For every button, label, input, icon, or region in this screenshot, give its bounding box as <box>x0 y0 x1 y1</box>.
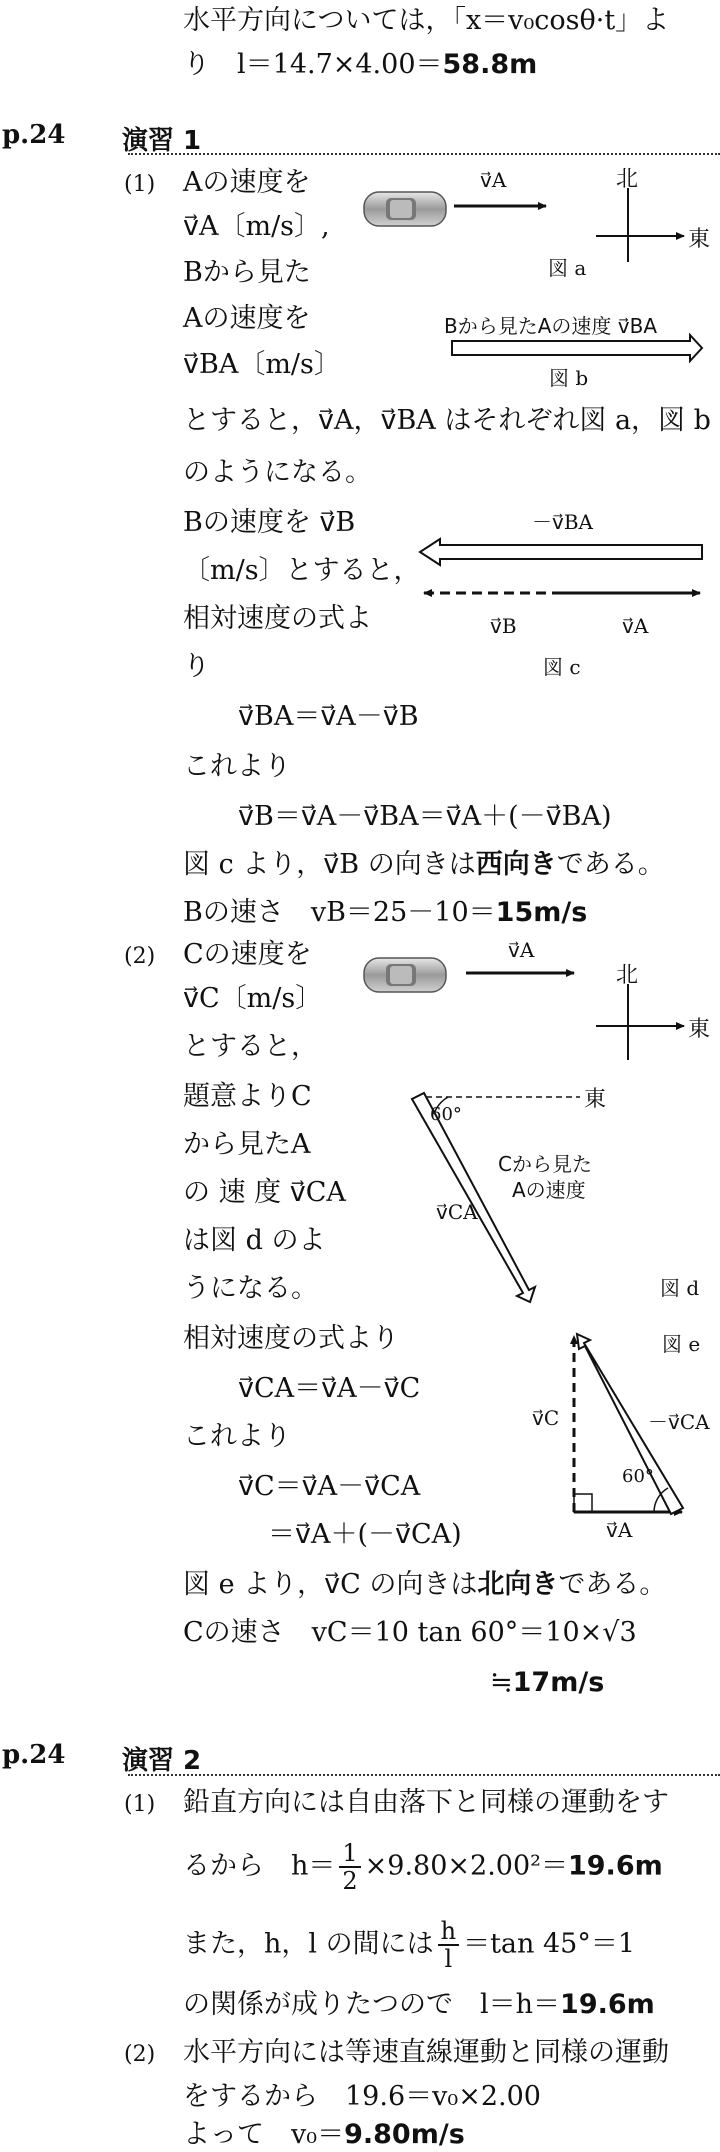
s1p1-line-12: これより <box>183 751 291 782</box>
s1p2-line-13 <box>490 1666 604 1700</box>
s2p1-distance-answer: 19.6m <box>560 1989 655 2020</box>
fig-e-angle: 60° <box>622 1466 654 1487</box>
car-icon-2 <box>364 958 446 992</box>
intro-line-2-text: り l＝14.7×4.00＝ <box>183 49 443 80</box>
fig-c-neg-vba-arrow <box>420 539 702 565</box>
s1p2-line-11-pre: 図 e より，v⃗C の向きは <box>183 1569 478 1600</box>
s1p1-line-14-pre: Bの速さ vB＝25－10＝ <box>183 897 496 928</box>
s1p2-equation-1: v⃗CA＝v⃗A－v⃗C <box>238 1373 421 1404</box>
fig-e-vc-label: v⃗C <box>532 1406 560 1430</box>
s2p1-line-4 <box>183 1988 655 2022</box>
s1p2-line-11-post: である。 <box>558 1569 667 1600</box>
s2p2-line-1: 水平方向には等速直線運動と同様の運動 <box>183 2037 669 2068</box>
s1p1-line-3: Bから見た <box>183 257 311 288</box>
s1p1-line-5: v⃗BA〔m/s〕 <box>183 349 341 380</box>
s1p1-line-13-post: である。 <box>556 849 665 880</box>
s1p1-speed-answer: 15m/s <box>495 897 588 928</box>
fig-c-va-label: v⃗A <box>622 614 649 638</box>
s1p2-line-4: 題意よりC <box>183 1081 312 1112</box>
s1p2-speed-answer: 17m/s <box>512 1667 605 1698</box>
fig-e-va-label: v⃗A <box>606 1518 633 1542</box>
s2p1-line-3-pre: また，h，l の間には <box>183 1928 434 1960</box>
s2p2-line-3-pre: よって v₀＝ <box>183 2119 345 2150</box>
s1p2-line-7: は図 d のよ <box>183 1225 326 1256</box>
fig-a-east: 東 <box>688 227 711 252</box>
s1p2-line-10: これより <box>183 1421 291 1452</box>
s1p1-line-10: 相対速度の式よ <box>183 603 372 634</box>
s1p2-equation-3: ＝v⃗A＋(－v⃗CA) <box>268 1519 462 1550</box>
fig-d-angle: 60° <box>430 1104 462 1125</box>
s1p2-line-9: 相対速度の式より <box>183 1323 399 1354</box>
s1p2-line-2: v⃗C〔m/s〕 <box>183 983 323 1014</box>
s1p1-equation-1: v⃗BA＝v⃗A－v⃗B <box>238 701 419 732</box>
fraction-h-over-l <box>438 1918 459 1972</box>
fig-d-caption: 図 d <box>660 1276 700 1300</box>
compass-icon <box>596 188 684 262</box>
s1p1-line-7: のようになる。 <box>183 457 372 488</box>
fig-d-east: 東 <box>584 1087 607 1112</box>
intro-answer: 58.8m <box>442 49 538 80</box>
fig-d-desc-2: Aの速度 <box>512 1178 586 1202</box>
s1p1-equation-2: v⃗B＝v⃗A－v⃗BA＝v⃗A＋(－v⃗BA) <box>238 801 612 832</box>
s1p1-line-4: Aの速度を <box>183 303 311 334</box>
s1p1-line-9: 〔m/s〕とすると， <box>183 555 421 586</box>
s2p1-height-answer: 19.6m <box>567 1850 663 1882</box>
s2p2-line-3 <box>183 2118 465 2152</box>
s2p1-line-3-post: ＝tan 45°＝1 <box>463 1928 636 1960</box>
frac-numerator-h: h <box>438 1918 459 1946</box>
fig-p2-north: 北 <box>616 963 639 988</box>
frac-numerator: 1 <box>339 1840 360 1868</box>
s2p2-velocity-answer: 9.80m/s <box>344 2119 465 2150</box>
s2p1-line-1: 鉛直方向には自由落下と同様の運動をす <box>183 1787 669 1818</box>
section1-heading: 演習 1 <box>122 126 202 156</box>
section2-divider <box>128 1774 720 1776</box>
section1-page-ref: p.24 <box>2 120 66 150</box>
s2p1-line-3 <box>183 1918 635 1972</box>
fig-c-neg-vba-label: －v⃗BA <box>532 510 593 534</box>
s1p2-line-8: うになる。 <box>183 1273 318 1304</box>
s2p2-number: (2) <box>124 2042 156 2067</box>
s1p2-line-12: Cの速さ vC＝10 tan 60°＝10×√3 <box>183 1617 637 1648</box>
section2-heading: 演習 2 <box>122 1746 202 1776</box>
s1p2-number: (2) <box>124 944 156 969</box>
s1p1-line-13-pre: 図 c より，v⃗B の向きは <box>183 849 476 880</box>
fig-e-neg-vca-label: －v⃗CA <box>648 1410 710 1434</box>
fig-a-va-label: v⃗A <box>480 168 507 192</box>
fig-b-caption: 図 b <box>549 366 589 390</box>
s1p2-line-13-pre: ≒ <box>490 1667 513 1698</box>
fig-e-caption: 図 e <box>662 1332 701 1356</box>
s1p2-direction-answer: 北向き <box>477 1569 559 1600</box>
s1p1-line-6: とすると，v⃗A，v⃗BA はそれぞれ図 a，図 b <box>183 405 711 436</box>
s2p1-line-2 <box>183 1840 663 1894</box>
s2p1-line-4-pre: の関係が成りたつので l＝h＝ <box>183 1989 561 2020</box>
s1p1-line-8: Bの速度を v⃗B <box>183 507 356 538</box>
fig-c-vb-label: v⃗B <box>490 614 517 638</box>
s1p2-line-1: Cの速度を <box>183 939 312 970</box>
compass-icon-2 <box>596 984 684 1060</box>
s1p1-line-2: v⃗A〔m/s〕, <box>183 211 330 242</box>
s1p1-number: (1) <box>124 172 156 197</box>
fig-a-caption: 図 a <box>548 256 587 280</box>
s2p1-number: (1) <box>124 1792 156 1817</box>
fig-a-north: 北 <box>616 167 639 192</box>
s1p2-equation-2: v⃗C＝v⃗A－v⃗CA <box>238 1471 421 1502</box>
s1p1-direction-answer: 西向き <box>475 849 557 880</box>
fig-p2-va-label: v⃗A <box>508 938 535 962</box>
fraction-one-half <box>339 1840 360 1894</box>
fig-b-label: Bから見たAの速度 v⃗BA <box>444 314 657 338</box>
s2p2-line-2: をするから 19.6＝v₀×2.00 <box>183 2081 541 2112</box>
section2-page-ref: p.24 <box>2 1740 66 1770</box>
s1p1-line-11: り <box>183 651 210 682</box>
fig-c-caption: 図 c <box>543 655 581 679</box>
s1p2-line-6: の 速 度 v⃗CA <box>183 1177 346 1208</box>
s1p1-line-1: Aの速度を <box>183 167 311 198</box>
s1p2-line-5: から見たA <box>183 1129 311 1160</box>
fig-d-desc-1: Cから見た <box>498 1152 592 1176</box>
intro-line-1: 水平方向については，「x＝v₀cosθ·t」よ <box>183 5 670 36</box>
s1p2-line-11 <box>183 1568 666 1602</box>
fig-d-vca-label: v⃗CA <box>436 1200 478 1224</box>
s1p2-line-3: とすると， <box>183 1031 318 1062</box>
frac-denominator-l: l <box>444 1945 453 1973</box>
fig-p2-east: 東 <box>688 1017 711 1042</box>
frac-denominator: 2 <box>342 1867 358 1895</box>
fig-e-right-angle <box>574 1494 592 1512</box>
s2p1-line-2-pre: るから h＝ <box>183 1850 336 1882</box>
s2p1-line-2-mid: ×9.80×2.00²＝ <box>364 1850 568 1882</box>
car-icon <box>364 192 446 226</box>
